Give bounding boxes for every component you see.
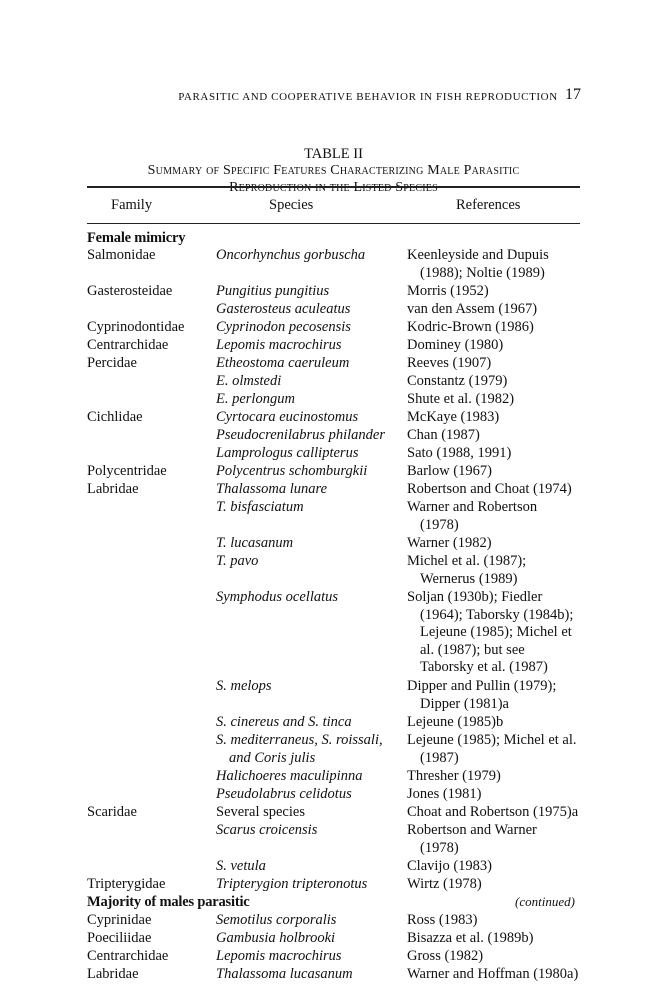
table-row <box>0 355 666 373</box>
species-cell: Cyprinodon pecosensis <box>216 319 351 335</box>
reference-cell: Sato (1988, 1991) <box>407 445 512 461</box>
species-cell: Halichoeres maculipinna <box>216 768 363 784</box>
table-row <box>0 804 666 822</box>
reference-cell: Constantz (1979) <box>407 373 508 389</box>
table-body <box>0 230 666 984</box>
species-cell: T. bisfasciatum <box>216 499 304 515</box>
family-cell: Tripterygidae <box>87 876 166 892</box>
species-cell: Several species <box>216 804 305 820</box>
species-cell: T. lucasanum <box>216 535 294 551</box>
family-cell: Labridae <box>87 481 139 497</box>
species-cell: T. pavo <box>216 553 259 569</box>
reference-cell: Gross (1982) <box>407 948 484 964</box>
column-header-references: References <box>456 197 521 213</box>
family-cell: Poeciliidae <box>87 930 152 946</box>
species-cell: Oncorhynchus gorbuscha <box>216 247 366 263</box>
table-row <box>0 930 666 948</box>
table-row <box>0 876 666 894</box>
table-header-rule <box>87 223 580 224</box>
species-cell: S. mediterraneus, S. roissali, and Coris julis <box>216 732 383 766</box>
reference-cell: Reeves (1907) <box>407 355 492 371</box>
table-row <box>0 337 666 355</box>
table-caption-line2 <box>87 180 580 196</box>
table-row <box>0 858 666 876</box>
table-row <box>0 966 666 984</box>
table-row <box>0 481 666 499</box>
table-caption-line1: Summary of Specific Features Characterizing Male Parasitic <box>147 163 520 178</box>
reference-cell: Clavijo (1983) <box>407 858 492 874</box>
table-row <box>0 786 666 804</box>
species-cell: Symphodus ocellatus <box>216 589 339 605</box>
family-cell: Salmonidae <box>87 247 156 263</box>
column-header-family: Family <box>111 197 153 213</box>
table-row <box>0 427 666 445</box>
table-label: TABLE II <box>304 146 363 162</box>
species-cell: Lamprologus callipterus <box>216 445 359 461</box>
species-cell: Tripterygion tripteronotus <box>216 876 368 892</box>
table-row <box>0 553 666 589</box>
species-cell: Gambusia holbrooki <box>216 930 336 946</box>
reference-cell: Dipper and Pullin (1979); Dipper (1981)a <box>407 678 557 712</box>
section-heading: Female mimicry <box>87 230 186 246</box>
reference-cell: Robertson and Choat (1974) <box>407 481 572 497</box>
table-row <box>0 714 666 732</box>
table-row <box>0 247 666 283</box>
table-row <box>0 283 666 301</box>
species-cell: Thalassoma lunare <box>216 481 328 497</box>
table-top-rule <box>87 186 580 188</box>
reference-cell: Lejeune (1985); Michel et al. (1987) <box>407 732 577 766</box>
species-cell: E. olmstedi <box>216 373 282 389</box>
reference-cell: Morris (1952) <box>407 283 489 299</box>
reference-cell: McKaye (1983) <box>407 409 500 425</box>
family-cell: Centrarchidae <box>87 337 169 353</box>
family-cell: Percidae <box>87 355 137 371</box>
family-cell: Cyprinodontidae <box>87 319 185 335</box>
reference-cell: Choat and Robertson (1975)a <box>407 804 579 820</box>
column-header-species: Species <box>269 197 314 213</box>
table-row <box>0 822 666 858</box>
species-cell: Lepomis macrochirus <box>216 337 342 353</box>
species-cell: Lepomis macrochirus <box>216 948 342 964</box>
table-row <box>0 445 666 463</box>
family-cell: Labridae <box>87 966 139 982</box>
reference-cell: Jones (1981) <box>407 786 482 802</box>
running-head: PARASITIC AND COOPERATIVE BEHAVIOR IN FISH REPRODUCTION <box>178 91 558 103</box>
reference-cell: Chan (1987) <box>407 427 480 443</box>
reference-cell: Dominey (1980) <box>407 337 504 353</box>
reference-cell: Warner and Robertson (1978) <box>407 499 538 533</box>
species-cell: Scarus croicensis <box>216 822 318 838</box>
reference-cell: van den Assem (1967) <box>407 301 538 317</box>
table-row <box>0 409 666 427</box>
family-cell: Scaridae <box>87 804 137 820</box>
species-cell: Polycentrus schomburgkii <box>216 463 368 479</box>
table-row <box>0 589 666 678</box>
species-cell: Pseudolabrus celidotus <box>216 786 352 802</box>
reference-cell: Thresher (1979) <box>407 768 501 784</box>
section-row <box>0 230 666 247</box>
table-row <box>0 391 666 409</box>
reference-cell: Kodric-Brown (1986) <box>407 319 534 335</box>
table-row <box>0 373 666 391</box>
species-cell: Thalassoma lucasanum <box>216 966 353 982</box>
reference-cell: Michel et al. (1987); Wernerus (1989) <box>407 553 527 587</box>
table-row <box>0 768 666 786</box>
reference-cell: Keenleyside and Dupuis (1988); Noltie (1989) <box>407 247 549 281</box>
table-row <box>0 301 666 319</box>
table-row <box>0 948 666 966</box>
reference-cell: Warner and Hoffman (1980a) <box>407 966 579 982</box>
species-cell: S. cinereus and S. tinca <box>216 714 352 730</box>
page-number: 17 <box>565 86 581 103</box>
table-row <box>0 912 666 930</box>
reference-cell: Lejeune (1985)b <box>407 714 504 730</box>
table-row <box>0 319 666 337</box>
reference-cell: Soljan (1930b); Fiedler (1964); Taborsky (1984b); Lejeune (1985); Michel et al. (1987); but see Taborsky et al. (1987) <box>407 589 574 676</box>
table-row <box>0 463 666 481</box>
reference-cell: Shute et al. (1982) <box>407 391 515 407</box>
table-row <box>0 678 666 714</box>
species-cell: S. melops <box>216 678 272 694</box>
reference-cell: Warner (1982) <box>407 535 492 551</box>
reference-cell: Barlow (1967) <box>407 463 492 479</box>
continued-note: (continued) <box>515 894 575 909</box>
species-cell: S. vetula <box>216 858 266 874</box>
reference-cell: Wirtz (1978) <box>407 876 482 892</box>
family-cell: Cichlidae <box>87 409 143 425</box>
table-row <box>0 732 666 768</box>
species-cell: Semotilus corporalis <box>216 912 337 928</box>
species-cell: Pseudocrenilabrus philander <box>216 427 386 443</box>
family-cell: Centrarchidae <box>87 948 169 964</box>
reference-cell: Robertson and Warner (1978) <box>407 822 537 856</box>
family-cell: Polycentridae <box>87 463 167 479</box>
family-cell: Gasterosteidae <box>87 283 173 299</box>
species-cell: Pungitius pungitius <box>216 283 330 299</box>
species-cell: Cyrtocara eucinostomus <box>216 409 359 425</box>
species-cell: Etheostoma caeruleum <box>216 355 350 371</box>
reference-cell: Bisazza et al. (1989b) <box>407 930 534 946</box>
family-cell: Cyprinidae <box>87 912 152 928</box>
species-cell: E. perlongum <box>216 391 295 407</box>
table-row <box>0 535 666 553</box>
species-cell: Gasterosteus aculeatus <box>216 301 351 317</box>
section-heading: Majority of males parasitic <box>87 894 250 910</box>
table-row <box>0 499 666 535</box>
reference-cell: Ross (1983) <box>407 912 478 928</box>
